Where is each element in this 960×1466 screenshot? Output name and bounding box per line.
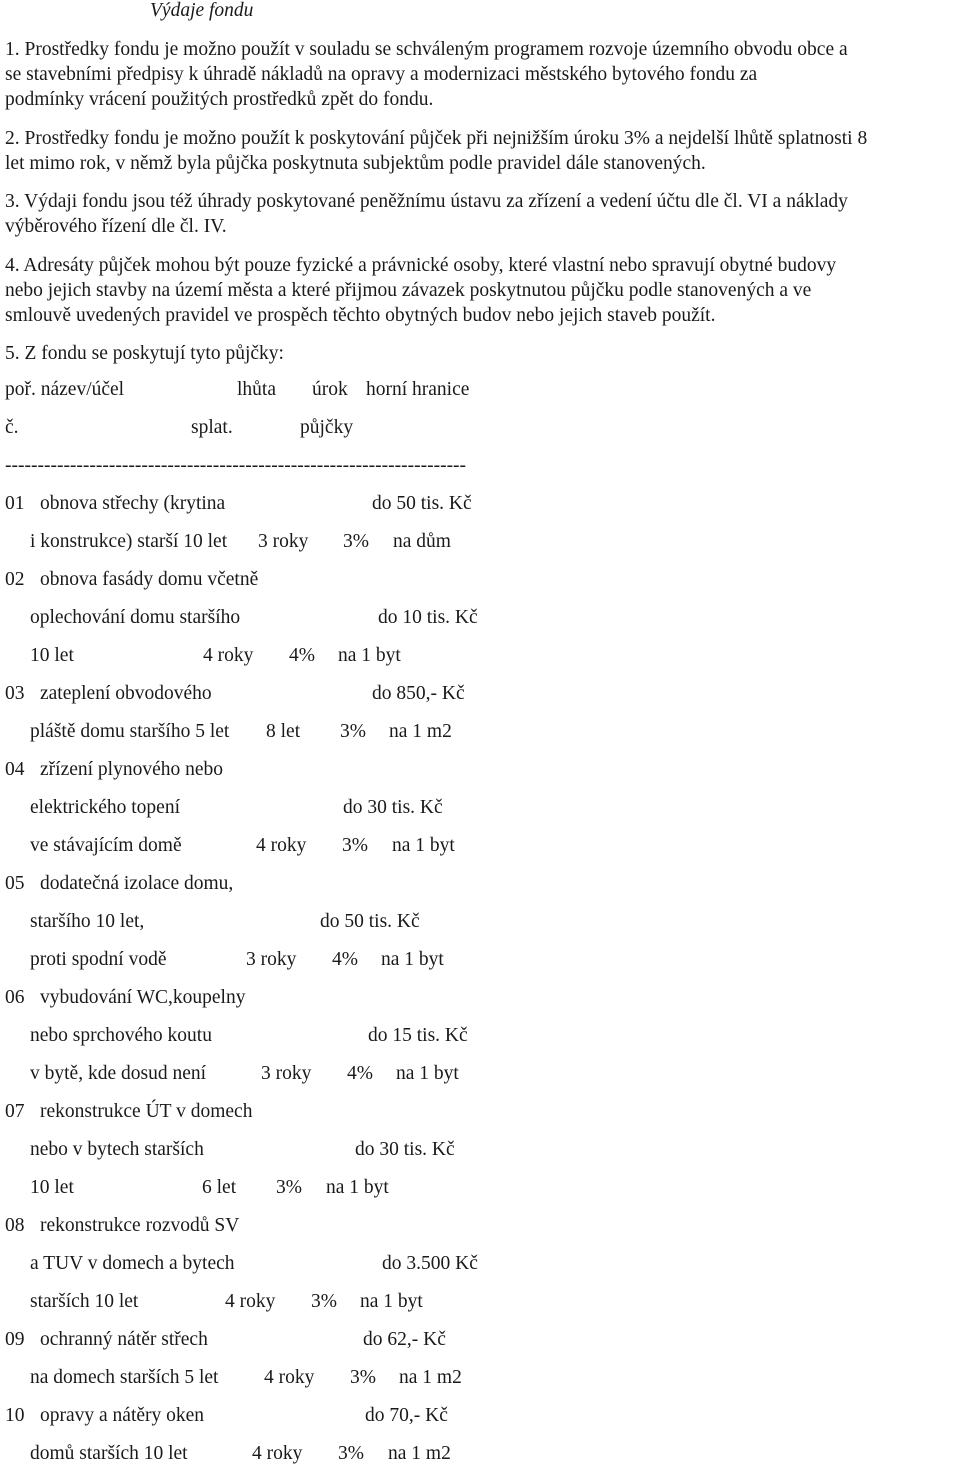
row-rate: 4%: [347, 1063, 373, 1084]
row-unit: na 1 byt: [396, 1063, 459, 1084]
row-text: 10 let: [30, 645, 74, 666]
row-rate: 3%: [338, 1443, 364, 1464]
row-text: proti spodní vodě: [30, 949, 167, 970]
document-title: Výdaje fondu: [150, 0, 254, 21]
row-term: 3 roky: [258, 531, 309, 552]
row-text: zateplení obvodového: [40, 683, 212, 704]
paragraph-line: výběrového řízení dle čl. IV.: [5, 216, 227, 237]
paragraph-line: nebo jejich stavby na území města a které přijmou závazek poskytnutou půjčku podle stanovených a ve: [5, 280, 812, 301]
table-header-loan: půjčky: [300, 417, 354, 438]
row-amount: do 850,- Kč: [372, 683, 465, 704]
row-text: oplechování domu staršího: [30, 607, 241, 628]
row-number: 07: [5, 1101, 25, 1122]
row-unit: na 1 byt: [326, 1177, 389, 1198]
paragraph-line: 2. Prostředky fondu je možno použít k poskytování půjček při nejnižším úroku 3% a nejdelší lhůtě splatnosti 8: [5, 128, 868, 149]
table-header-limit: horní hranice: [366, 379, 470, 400]
row-text: pláště domu staršího 5 let: [30, 721, 230, 742]
row-text: dodatečná izolace domu,: [40, 873, 234, 894]
row-number: 10: [5, 1405, 25, 1426]
row-amount: do 50 tis. Kč: [372, 493, 472, 514]
row-text: ve stávajícím domě: [30, 835, 182, 856]
row-text: rekonstrukce rozvodů SV: [40, 1215, 240, 1236]
table-header-order-name: poř. název/účel: [5, 379, 125, 400]
table-separator: -----------------------------------------------------------------------: [5, 455, 467, 476]
paragraph-line: 3. Výdaji fondu jsou též úhrady poskytované peněžnímu ústavu za zřízení a vedení účtu dle čl. VI a náklady: [5, 191, 848, 212]
row-text: staršího 10 let,: [30, 911, 145, 932]
row-text: obnova střechy (krytina: [40, 493, 226, 514]
paragraph-line: smlouvě uvedených pravidel ve prospěch těchto obytných budov nebo jejich staveb použít.: [5, 305, 716, 326]
row-amount: do 30 tis. Kč: [343, 797, 443, 818]
row-rate: 4%: [289, 645, 315, 666]
row-unit: na 1 byt: [381, 949, 444, 970]
row-text: ochranný nátěr střech: [40, 1329, 208, 1350]
row-term: 4 roky: [203, 645, 254, 666]
row-number: 01: [5, 493, 25, 514]
row-rate: 3%: [343, 531, 369, 552]
row-text: starších 10 let: [30, 1291, 139, 1312]
row-term: 8 let: [266, 721, 301, 742]
paragraph-4: [5, 253, 955, 328]
row-text: zřízení plynového nebo: [40, 759, 224, 780]
row-number: 04: [5, 759, 25, 780]
row-amount: do 10 tis. Kč: [378, 607, 478, 628]
row-rate: 3%: [342, 835, 368, 856]
row-number: 09: [5, 1329, 25, 1350]
row-number: 08: [5, 1215, 25, 1236]
row-text: nebo sprchového koutu: [30, 1025, 212, 1046]
row-text: a TUV v domech a bytech: [30, 1253, 235, 1274]
row-text: v bytě, kde dosud není: [30, 1063, 207, 1084]
row-unit: na 1 byt: [360, 1291, 423, 1312]
row-text: nebo v bytech starších: [30, 1139, 204, 1160]
paragraph-line: se stavebními předpisy k úhradě nákladů na opravy a modernizaci městského bytového fondu za: [5, 64, 758, 85]
row-term: 4 roky: [225, 1291, 276, 1312]
row-text: 10 let: [30, 1177, 74, 1198]
row-term: 6 let: [202, 1177, 237, 1198]
row-rate: 3%: [340, 721, 366, 742]
paragraph-2: [5, 126, 955, 176]
paragraph-line: 1. Prostředky fondu je možno použít v souladu se schváleným programem rozvoje územního obvodu obce a: [5, 39, 848, 60]
row-term: 4 roky: [264, 1367, 315, 1388]
row-amount: do 30 tis. Kč: [355, 1139, 455, 1160]
row-rate: 3%: [311, 1291, 337, 1312]
row-unit: na 1 m2: [389, 721, 452, 742]
row-text: na domech starších 5 let: [30, 1367, 219, 1388]
paragraph-3: [5, 189, 955, 239]
row-rate: 4%: [332, 949, 358, 970]
row-term: 3 roky: [261, 1063, 312, 1084]
row-unit: na 1 byt: [392, 835, 455, 856]
row-text: elektrického topení: [30, 797, 180, 818]
row-number: 05: [5, 873, 25, 894]
paragraph-line: let mimo rok, v němž byla půjčka poskytnuta subjektům podle pravidel dále stanovených.: [5, 153, 706, 174]
row-unit: na 1 m2: [399, 1367, 462, 1388]
row-text: rekonstrukce ÚT v domech: [40, 1101, 253, 1122]
row-term: 3 roky: [246, 949, 297, 970]
paragraph-line: 4. Adresáty půjček mohou být pouze fyzické a právnické osoby, které vlastní nebo spravují obytné budovy: [5, 255, 837, 276]
row-number: 03: [5, 683, 25, 704]
row-amount: do 50 tis. Kč: [320, 911, 420, 932]
row-rate: 3%: [276, 1177, 302, 1198]
paragraph-1: [5, 37, 955, 112]
row-term: 4 roky: [252, 1443, 303, 1464]
row-amount: do 3.500 Kč: [382, 1253, 478, 1274]
row-unit: na dům: [393, 531, 451, 552]
row-rate: 3%: [350, 1367, 376, 1388]
table-header-number: č.: [5, 417, 19, 438]
row-text: opravy a nátěry oken: [40, 1405, 205, 1426]
row-amount: do 15 tis. Kč: [368, 1025, 468, 1046]
row-term: 4 roky: [256, 835, 307, 856]
row-amount: do 70,- Kč: [365, 1405, 448, 1426]
row-number: 02: [5, 569, 25, 590]
row-unit: na 1 m2: [388, 1443, 451, 1464]
table-header-rate: úrok: [312, 379, 348, 400]
table-header-term: lhůta: [237, 379, 276, 400]
row-text: vybudování WC,koupelny: [40, 987, 246, 1008]
row-text: domů starších 10 let: [30, 1443, 188, 1464]
row-amount: do 62,- Kč: [363, 1329, 446, 1350]
row-number: 06: [5, 987, 25, 1008]
row-text: obnova fasády domu včetně: [40, 569, 259, 590]
row-unit: na 1 byt: [338, 645, 401, 666]
row-text: i konstrukce) starší 10 let: [30, 531, 228, 552]
paragraph-line: 5. Z fondu se poskytují tyto půjčky:: [5, 343, 284, 364]
paragraph-line: podmínky vrácení použitých prostředků zpět do fondu.: [5, 89, 434, 110]
paragraph-5: [5, 341, 955, 366]
table-header-splat: splat.: [191, 417, 233, 438]
